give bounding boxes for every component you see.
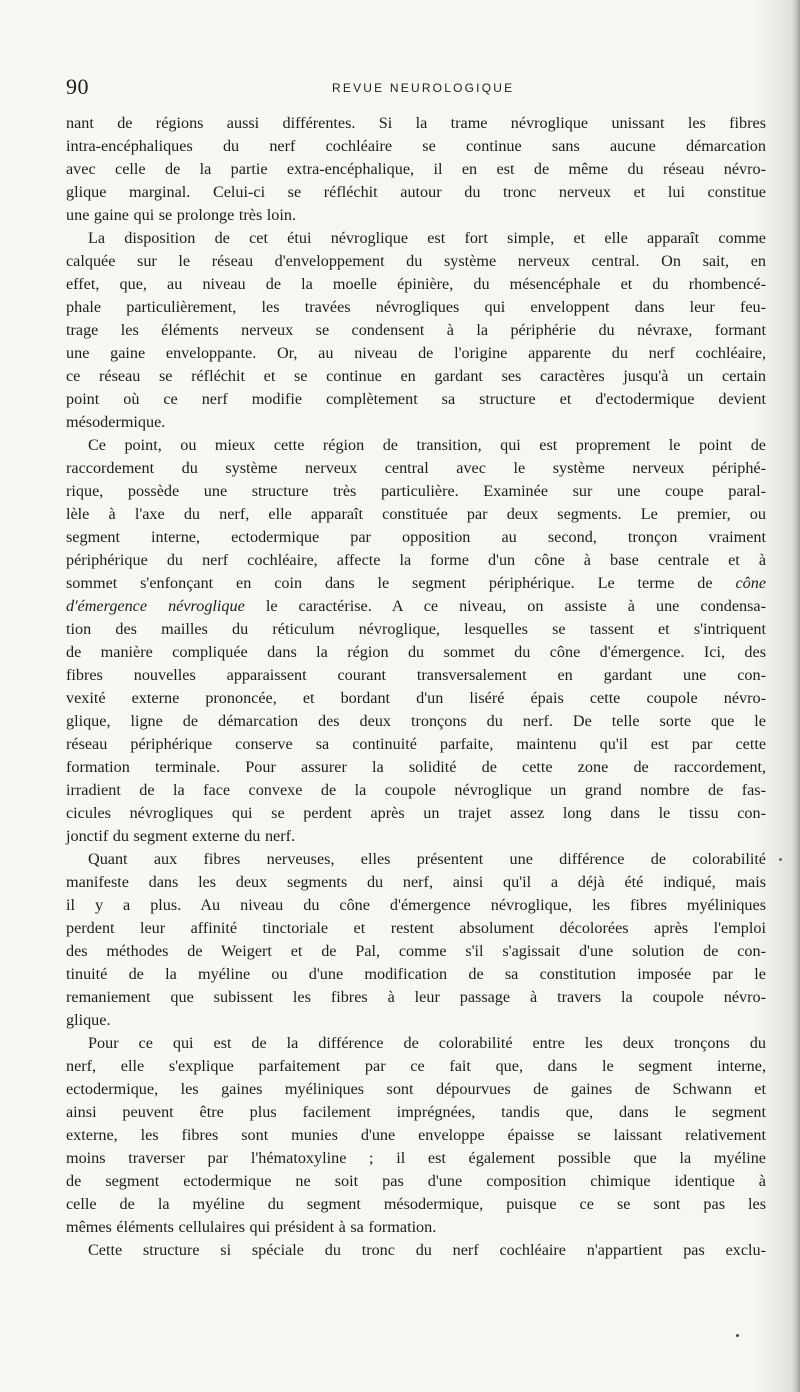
- text-line: Quant aux fibres nerveuses, elles présentent une différence de colorabilité: [88, 850, 766, 868]
- page-edge-shadow: [792, 0, 800, 1392]
- article-body: [66, 112, 766, 1262]
- journal-title: REVUE NEUROLOGIQUE: [332, 81, 515, 95]
- text-line-with-italic: [66, 595, 766, 618]
- text-line: effet, que, au niveau de la moelle épinière, du mésencéphale et du rhombencé-: [66, 275, 766, 293]
- text-line: nant de régions aussi différentes. Si la trame névroglique unissant les fibres: [66, 114, 766, 132]
- text-line: une gaine qui se prolonge très loin.: [66, 206, 297, 224]
- text-line: calquée sur le réseau d'enveloppement du système nerveux central. On sait, en: [66, 252, 766, 270]
- text-line: de manière compliquée dans la région du sommet du cône d'émergence. Ici, des: [66, 643, 766, 661]
- text-line: glique, ligne de démarcation des deux tronçons du nerf. De telle sorte que le: [66, 712, 766, 730]
- text-line: rique, possède une structure très particulière. Examinée sur une coupe paral-: [66, 482, 766, 500]
- text-line: intra-encéphaliques du nerf cochléaire se continue sans aucune démarcation: [66, 137, 766, 155]
- print-speck: [779, 858, 782, 861]
- text-line: glique marginal. Celui-ci se réfléchit autour du tronc nerveux et lui constitue: [66, 183, 766, 201]
- running-head: [66, 74, 766, 100]
- text-line: périphérique du nerf cochléaire, affecte la forme d'un cône à base centrale et à: [66, 551, 766, 569]
- text-line: il y a plus. Au niveau du cône d'émergence névroglique, les fibres myéliniques: [66, 896, 766, 914]
- text-line: celle de la myéline du segment mésodermique, puisque ce se sont pas les: [66, 1195, 766, 1213]
- text-line: Cette structure si spéciale du tronc du nerf cochléaire n'appartient pas exclu-: [88, 1241, 766, 1259]
- text-line: lèle à l'axe du nerf, elle apparaît constituée par deux segments. Le premier, ou: [66, 505, 766, 523]
- text-line: ectodermique, les gaines myéliniques sont dépourvues de gaines de Schwann et: [66, 1080, 766, 1098]
- text-line: une gaine enveloppante. Or, au niveau de l'origine apparente du nerf cochléaire,: [66, 344, 766, 362]
- text-line: nerf, elle s'explique parfaitement par ce fait que, dans le segment interne,: [66, 1057, 766, 1075]
- text-line: Ce point, ou mieux cette région de transition, qui est proprement le point de: [88, 436, 766, 454]
- text-line: raccordement du système nerveux central avec le système nerveux périphé-: [66, 459, 766, 477]
- text-line: ainsi peuvent être plus facilement imprégnées, tandis que, dans le segment: [66, 1103, 766, 1121]
- text-line: manifeste dans les deux segments du nerf, ainsi qu'il a déjà été indiqué, mais: [66, 873, 766, 891]
- italic-term: d'émergence névroglique: [66, 597, 245, 615]
- text-line: tion des mailles du réticulum névroglique, lesquelles se tassent et s'intriquent: [66, 620, 766, 638]
- text-line: vexité externe prononcée, et bordant d'un liséré épais cette coupole névro-: [66, 689, 766, 707]
- text-line: irradient de la face convexe de la coupole névroglique un grand nombre de fas-: [66, 781, 766, 799]
- text-line: réseau périphérique conserve sa continuité parfaite, maintenu qu'il est par cette: [66, 735, 766, 753]
- text-fragment: le caractérise. A ce niveau, on assiste à une condensa-: [265, 597, 767, 615]
- text-line: mésodermique.: [66, 413, 166, 431]
- text-line: moins traverser par l'hématoxyline ; il est également possible que la myéline: [66, 1149, 766, 1167]
- text-fragment: sommet s'enfonçant en coin dans le segment périphérique. Le terme de: [66, 574, 713, 592]
- text-line: glique.: [66, 1011, 111, 1029]
- print-speck: [736, 1334, 739, 1337]
- text-line: La disposition de cet étui névroglique est fort simple, et elle apparaît comme: [88, 229, 766, 247]
- text-line: perdent leur affinité tinctoriale et restent absolument décolorées après l'emploi: [66, 919, 766, 937]
- text-line: de segment ectodermique ne soit pas d'une composition chimique identique à: [66, 1172, 766, 1190]
- text-line: segment interne, ectodermique par opposition au second, tronçon vraiment: [66, 528, 766, 546]
- text-line: jonctif du segment externe du nerf.: [66, 827, 296, 845]
- text-line: des méthodes de Weigert et de Pal, comme s'il s'agissait d'une solution de con-: [66, 942, 766, 960]
- text-line: point où ce nerf modifie complètement sa structure et d'ectodermique devient: [66, 390, 766, 408]
- text-line: phale particulièrement, les travées névrogliques qui enveloppent dans leur feu-: [66, 298, 766, 316]
- text-line: avec celle de la partie extra-encéphalique, il en est de même du réseau névro-: [66, 160, 766, 178]
- text-line: Pour ce qui est de la différence de colorabilité entre les deux tronçons du: [88, 1034, 766, 1052]
- text-line: trage les éléments nerveux se condensent à la périphérie du névraxe, formant: [66, 321, 766, 339]
- text-line-with-italic: [66, 572, 766, 595]
- text-line: fibres nouvelles apparaissent courant transversalement en gardant une con-: [66, 666, 766, 684]
- text-line: ce réseau se réfléchit et se continue en gardant ses caractères jusqu'à un certain: [66, 367, 766, 385]
- text-line: tinuité de la myéline ou d'une modification de sa constitution imposée par le: [66, 965, 766, 983]
- text-line: mêmes éléments cellulaires qui président à sa formation.: [66, 1218, 437, 1236]
- text-line: formation terminale. Pour assurer la solidité de cette zone de raccordement,: [66, 758, 766, 776]
- text-line: cicules névrogliques qui se perdent après un trajet assez long dans le tissu con-: [66, 804, 766, 822]
- page-number: 90: [66, 74, 89, 99]
- italic-term: cône: [735, 574, 767, 592]
- text-line: remaniement que subissent les fibres à leur passage à travers la coupole névro-: [66, 988, 766, 1006]
- text-line: externe, les fibres sont munies d'une enveloppe épaisse se laissant relativement: [66, 1126, 766, 1144]
